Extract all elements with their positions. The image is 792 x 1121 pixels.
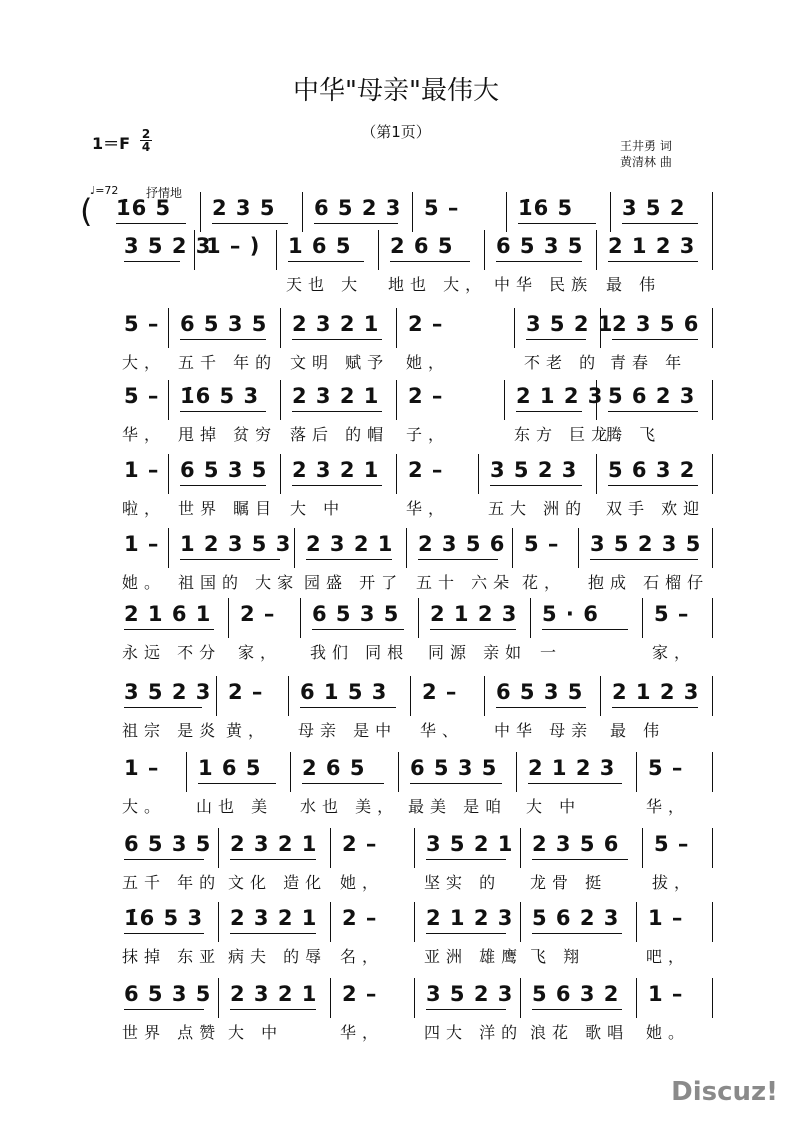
lyric-text: 一 <box>540 643 563 662</box>
measure-notes: 2 1 2 3 <box>608 234 696 258</box>
beam-underline <box>542 629 628 630</box>
beam-underline <box>426 1009 506 1010</box>
lyric-text: 抹掉 东亚 <box>122 947 222 966</box>
beam-underline <box>212 223 288 224</box>
barline <box>636 902 637 942</box>
barline <box>596 454 597 494</box>
measure-notes: 2 1 2 3 <box>430 602 518 626</box>
measure-notes: 1 6 5 <box>198 756 262 780</box>
barline <box>712 902 713 942</box>
measure-notes: 2 1 2 3 <box>612 680 700 704</box>
lyric-text: 子， <box>406 425 451 444</box>
measure-notes: 2 – <box>342 906 378 930</box>
measure-notes: 3 5 2 3 <box>124 234 212 258</box>
barline <box>642 598 643 638</box>
lyric-text: 双手 欢迎 <box>606 499 706 518</box>
barline <box>520 828 521 868</box>
lyric-text: 吧， <box>646 947 691 966</box>
credits <box>620 138 672 170</box>
lyric-text: 大， <box>122 353 167 372</box>
barline <box>520 978 521 1018</box>
lyric-text: 东方 巨龙 <box>514 425 614 444</box>
beam-underline <box>590 559 698 560</box>
measure-notes: 1 – <box>648 982 684 1006</box>
measure-notes: 2 3 2 1 <box>230 832 318 856</box>
tempo-mark: ♩=72 <box>90 184 119 197</box>
barline <box>414 978 415 1018</box>
measure-notes: 2 1 2 3 <box>426 906 514 930</box>
measure-notes: 5 · 6 <box>542 602 599 626</box>
barline <box>294 528 295 568</box>
measure-notes: 5 – <box>654 832 690 856</box>
barline <box>418 598 419 638</box>
beam-underline <box>292 339 382 340</box>
lyricist: 王井勇 词 <box>620 139 672 153</box>
barline <box>484 676 485 716</box>
lyric-text: 大 中 <box>228 1023 284 1042</box>
barline <box>330 828 331 868</box>
beam-underline <box>230 933 316 934</box>
measure-notes: 2 – <box>342 832 378 856</box>
beam-underline <box>532 859 628 860</box>
lyric-text: 浪花 歌唱 <box>530 1023 630 1042</box>
measure-notes: 6 5 3 5 <box>496 234 584 258</box>
beam-underline <box>124 1009 204 1010</box>
beam-underline <box>612 707 698 708</box>
barline <box>200 192 201 232</box>
lyric-text: 世界 点赞 <box>122 1023 222 1042</box>
beam-underline <box>124 859 204 860</box>
lyric-text: 花， <box>522 573 567 592</box>
measure-notes: 1̇6 5 3 <box>124 906 204 930</box>
measure-notes: 5 6 2 3 <box>608 384 696 408</box>
song-title: 中华"母亲"最伟大 <box>293 76 499 106</box>
barline <box>168 380 169 420</box>
repeat-open-paren: ( <box>80 192 93 230</box>
measure-notes: 2 6 5 <box>390 234 454 258</box>
barline <box>280 380 281 420</box>
barline <box>302 192 303 232</box>
beam-underline <box>124 261 180 262</box>
barline <box>596 230 597 270</box>
beam-underline <box>116 223 186 224</box>
barline <box>168 454 169 494</box>
barline <box>600 676 601 716</box>
barline <box>186 752 187 792</box>
measure-notes: 6 1 5 3 <box>300 680 388 704</box>
measure-notes: 2 3 2 1 <box>230 906 318 930</box>
barline <box>712 676 713 716</box>
beam-underline <box>230 859 316 860</box>
barline <box>712 454 713 494</box>
composer: 黄清林 曲 <box>620 155 672 169</box>
lyric-text: 中华 母亲 <box>494 721 594 740</box>
lyric-text: 我们 同根 <box>310 643 410 662</box>
measure-notes: 3 5 2 1 <box>526 312 614 336</box>
barline <box>216 676 217 716</box>
lyric-text: 不老 的 <box>524 353 602 372</box>
barline <box>280 454 281 494</box>
measure-notes: 2 3 2 1 <box>292 458 380 482</box>
beam-underline <box>180 485 266 486</box>
barline <box>512 528 513 568</box>
beam-underline <box>230 1009 316 1010</box>
barline <box>300 598 301 638</box>
barline <box>218 828 219 868</box>
barline <box>168 308 169 348</box>
measure-notes: 5 – <box>654 602 690 626</box>
barline <box>578 528 579 568</box>
key-signature: 1＝F <box>92 134 131 153</box>
lyric-text: 四大 洋的 <box>424 1023 524 1042</box>
lyric-text: 世界 瞩目 <box>178 499 278 518</box>
barline <box>712 192 713 232</box>
barline <box>514 308 515 348</box>
barline <box>330 902 331 942</box>
lyric-text: 永远 不分 <box>122 643 222 662</box>
beam-underline <box>390 261 470 262</box>
lyric-text: 最 伟 <box>606 275 662 294</box>
barline <box>414 902 415 942</box>
measure-notes: 1̇6 5 3 <box>180 384 260 408</box>
measure-notes: 2 3 5 6 <box>612 312 700 336</box>
barline <box>218 978 219 1018</box>
measure-notes: 6 5 2 3 <box>314 196 402 220</box>
lyric-text: 大 中 <box>526 797 582 816</box>
barline <box>484 230 485 270</box>
lyric-text: 祖国的 大家 <box>178 573 300 592</box>
beam-underline <box>180 559 280 560</box>
beam-underline <box>306 559 392 560</box>
measure-notes: 3 5 2 <box>622 196 686 220</box>
lyric-text: 园盛 开了 <box>304 573 404 592</box>
measure-notes: 2 3 5 <box>212 196 276 220</box>
barline <box>168 528 169 568</box>
lyric-text: 她， <box>406 353 451 372</box>
beam-underline <box>124 629 214 630</box>
beam-underline <box>124 707 202 708</box>
beam-underline <box>518 223 596 224</box>
measure-notes: 5 6 3 2 <box>608 458 696 482</box>
beam-underline <box>426 933 506 934</box>
measure-notes: 3 5 2 3 <box>426 982 514 1006</box>
beam-underline <box>516 411 582 412</box>
time-signature <box>140 128 152 153</box>
lyric-text: 龙骨 挺 <box>530 873 608 892</box>
beam-underline <box>532 1009 622 1010</box>
lyric-text: 她。 <box>122 573 167 592</box>
beam-underline <box>528 783 622 784</box>
measure-notes: 5 – <box>648 756 684 780</box>
measure-notes: 5 – <box>524 532 560 556</box>
lyric-text: 大 中 <box>290 499 346 518</box>
measure-notes: 3 5 2 1 <box>426 832 514 856</box>
lyric-text: 亚洲 雄鹰 <box>424 947 524 966</box>
barline <box>276 230 277 270</box>
measure-notes: 6 5 3 5 <box>496 680 584 704</box>
beam-underline <box>180 339 266 340</box>
measure-notes: 2 1 2 3 <box>516 384 604 408</box>
measure-notes: 5 – <box>124 312 160 336</box>
measure-notes: 2 – <box>408 458 444 482</box>
measure-notes: 2 – <box>342 982 378 1006</box>
barline <box>478 454 479 494</box>
beam-underline <box>526 339 586 340</box>
barline <box>712 308 713 348</box>
beam-underline <box>426 859 506 860</box>
barline <box>596 380 597 420</box>
measure-notes: 2 – <box>228 680 264 704</box>
beam-underline <box>496 707 586 708</box>
measure-notes: 2 1 6 1 <box>124 602 212 626</box>
measure-notes: 1 6 5 <box>288 234 352 258</box>
barline <box>398 752 399 792</box>
beam-underline <box>198 783 276 784</box>
measure-notes: 1 – <box>648 906 684 930</box>
lyric-text: 落后 的帽 <box>290 425 390 444</box>
barline <box>288 676 289 716</box>
beam-underline <box>418 559 498 560</box>
barline <box>712 978 713 1018</box>
lyric-text: 名， <box>340 947 385 966</box>
beam-underline <box>124 933 204 934</box>
barline <box>218 902 219 942</box>
beam-underline <box>312 629 404 630</box>
lyric-text: 病夫 的辱 <box>228 947 328 966</box>
barline <box>636 752 637 792</box>
lyric-text: 家， <box>652 643 697 662</box>
lyric-text: 水也 美， <box>300 797 400 816</box>
measure-notes: 2 3 5 6 <box>532 832 620 856</box>
beam-underline <box>532 933 622 934</box>
barline <box>712 528 713 568</box>
measure-notes: 5 6 2 3 <box>532 906 620 930</box>
lyric-text: 甩掉 贫穷 <box>178 425 278 444</box>
lyric-text: 华、 <box>420 721 465 740</box>
measure-notes: 2 1 2 3 <box>528 756 616 780</box>
expression-mark: 抒情地 <box>146 186 183 200</box>
measure-notes: 6 5 3 5 <box>312 602 400 626</box>
beam-underline <box>288 261 364 262</box>
barline <box>712 828 713 868</box>
lyric-text: 她。 <box>646 1023 691 1042</box>
lyric-text: 飞 翔 <box>530 947 586 966</box>
barline <box>520 902 521 942</box>
lyric-text: 最美 是咱 <box>408 797 508 816</box>
barline <box>194 230 195 270</box>
barline <box>410 676 411 716</box>
barline <box>412 192 413 232</box>
beam-underline <box>314 223 398 224</box>
barline <box>712 598 713 638</box>
measure-notes: 2 3 2 1 <box>230 982 318 1006</box>
measure-notes: 2 3 5 6 <box>418 532 506 556</box>
lyric-text: 最 伟 <box>610 721 666 740</box>
beam-underline <box>608 261 698 262</box>
lyric-text: 五千 年的 <box>178 353 278 372</box>
measure-notes: 6 5 3 5 <box>180 458 268 482</box>
barline <box>610 192 611 232</box>
lyric-text: 华， <box>646 797 691 816</box>
lyric-text: 华， <box>406 499 451 518</box>
lyric-text: 文明 赋予 <box>290 353 390 372</box>
measure-notes: 5 – <box>424 196 460 220</box>
lyric-text: 腾 飞 <box>606 425 662 444</box>
lyric-text: 家， <box>238 643 283 662</box>
barline <box>642 828 643 868</box>
beam-underline <box>292 411 382 412</box>
barline <box>504 380 505 420</box>
lyric-text: 大。 <box>122 797 167 816</box>
barline <box>636 978 637 1018</box>
lyric-text: 山也 美 <box>196 797 274 816</box>
measure-notes: 2 – <box>422 680 458 704</box>
measure-notes: 2 – <box>408 312 444 336</box>
beam-underline <box>608 411 698 412</box>
measure-notes: 6 5 3 5 <box>124 982 212 1006</box>
barline <box>378 230 379 270</box>
page-label: （第1页） <box>361 123 431 141</box>
beam-underline <box>622 223 698 224</box>
lyric-text: 中华 民族 <box>494 275 594 294</box>
barline <box>228 598 229 638</box>
measure-notes: 3 5 2 3 <box>124 680 212 704</box>
measure-notes: 6 5 3 5 <box>410 756 498 780</box>
lyric-text: 华， <box>340 1023 385 1042</box>
lyric-text: 文化 造化 <box>228 873 328 892</box>
lyric-text: 抱成 石榴仔 <box>588 573 710 592</box>
lyric-text: 坚实 的 <box>424 873 502 892</box>
lyric-text: 母亲 是中 <box>298 721 398 740</box>
lyric-text: 啦， <box>122 499 167 518</box>
barline <box>600 308 601 348</box>
lyric-text: 祖宗 是炎 <box>122 721 222 740</box>
barline <box>406 528 407 568</box>
measure-notes: 2 3 2 1 <box>292 312 380 336</box>
barline <box>290 752 291 792</box>
barline <box>516 752 517 792</box>
measure-notes: 3 5 2 3 5 <box>590 532 702 556</box>
measure-notes: 3 5 2 3 <box>490 458 578 482</box>
beam-underline <box>496 261 582 262</box>
time-signature-bottom: 4 <box>141 140 151 154</box>
beam-underline <box>410 783 502 784</box>
measure-notes: 1̇6 5 <box>116 196 172 220</box>
beam-underline <box>302 783 384 784</box>
beam-underline <box>300 707 396 708</box>
lyric-text: 青春 年 <box>610 353 688 372</box>
measure-notes: 6 5 3 5 <box>124 832 212 856</box>
barline <box>530 598 531 638</box>
measure-notes: 2 – <box>240 602 276 626</box>
measure-notes: 1 2 3 5 3 <box>180 532 292 556</box>
measure-notes: 1 – <box>124 532 160 556</box>
measure-notes: 2 3 2 1 <box>292 384 380 408</box>
barline <box>506 192 507 232</box>
lyric-text: 天也 大 <box>286 275 364 294</box>
measure-notes: 6 5 3 5 <box>180 312 268 336</box>
barline <box>396 380 397 420</box>
measure-notes: 2 – <box>408 384 444 408</box>
measure-notes: 5 6 3 2 <box>532 982 620 1006</box>
measure-notes: 1 – <box>124 458 160 482</box>
measure-notes: 1 – <box>124 756 160 780</box>
time-signature-top: 2 <box>141 127 151 141</box>
lyric-text: 五十 六朵 <box>416 573 516 592</box>
beam-underline <box>612 339 698 340</box>
barline <box>396 308 397 348</box>
barline <box>280 308 281 348</box>
lyric-text: 黄， <box>226 721 271 740</box>
watermark-logo: Discuz! <box>671 1077 778 1107</box>
lyric-text: 华， <box>122 425 167 444</box>
barline <box>712 380 713 420</box>
lyric-text: 五大 洲的 <box>488 499 588 518</box>
lyric-text: 同源 亲如 <box>428 643 528 662</box>
measure-notes: 2 6 5 <box>302 756 366 780</box>
beam-underline <box>180 411 266 412</box>
beam-underline <box>608 485 698 486</box>
measure-notes: 2 3 2 1 <box>306 532 394 556</box>
measure-notes: 5 – <box>124 384 160 408</box>
beam-underline <box>430 629 516 630</box>
lyric-text: 地也 大， <box>388 275 488 294</box>
beam-underline <box>292 485 382 486</box>
lyric-text: 拔， <box>652 873 697 892</box>
beam-underline <box>490 485 582 486</box>
lyric-text: 五千 年的 <box>122 873 222 892</box>
lyric-text: 她， <box>340 873 385 892</box>
barline <box>712 230 713 270</box>
measure-notes: 1 – ) <box>206 234 261 258</box>
barline <box>712 752 713 792</box>
barline <box>396 454 397 494</box>
barline <box>330 978 331 1018</box>
barline <box>414 828 415 868</box>
measure-notes: 1̇6 5 <box>518 196 574 220</box>
